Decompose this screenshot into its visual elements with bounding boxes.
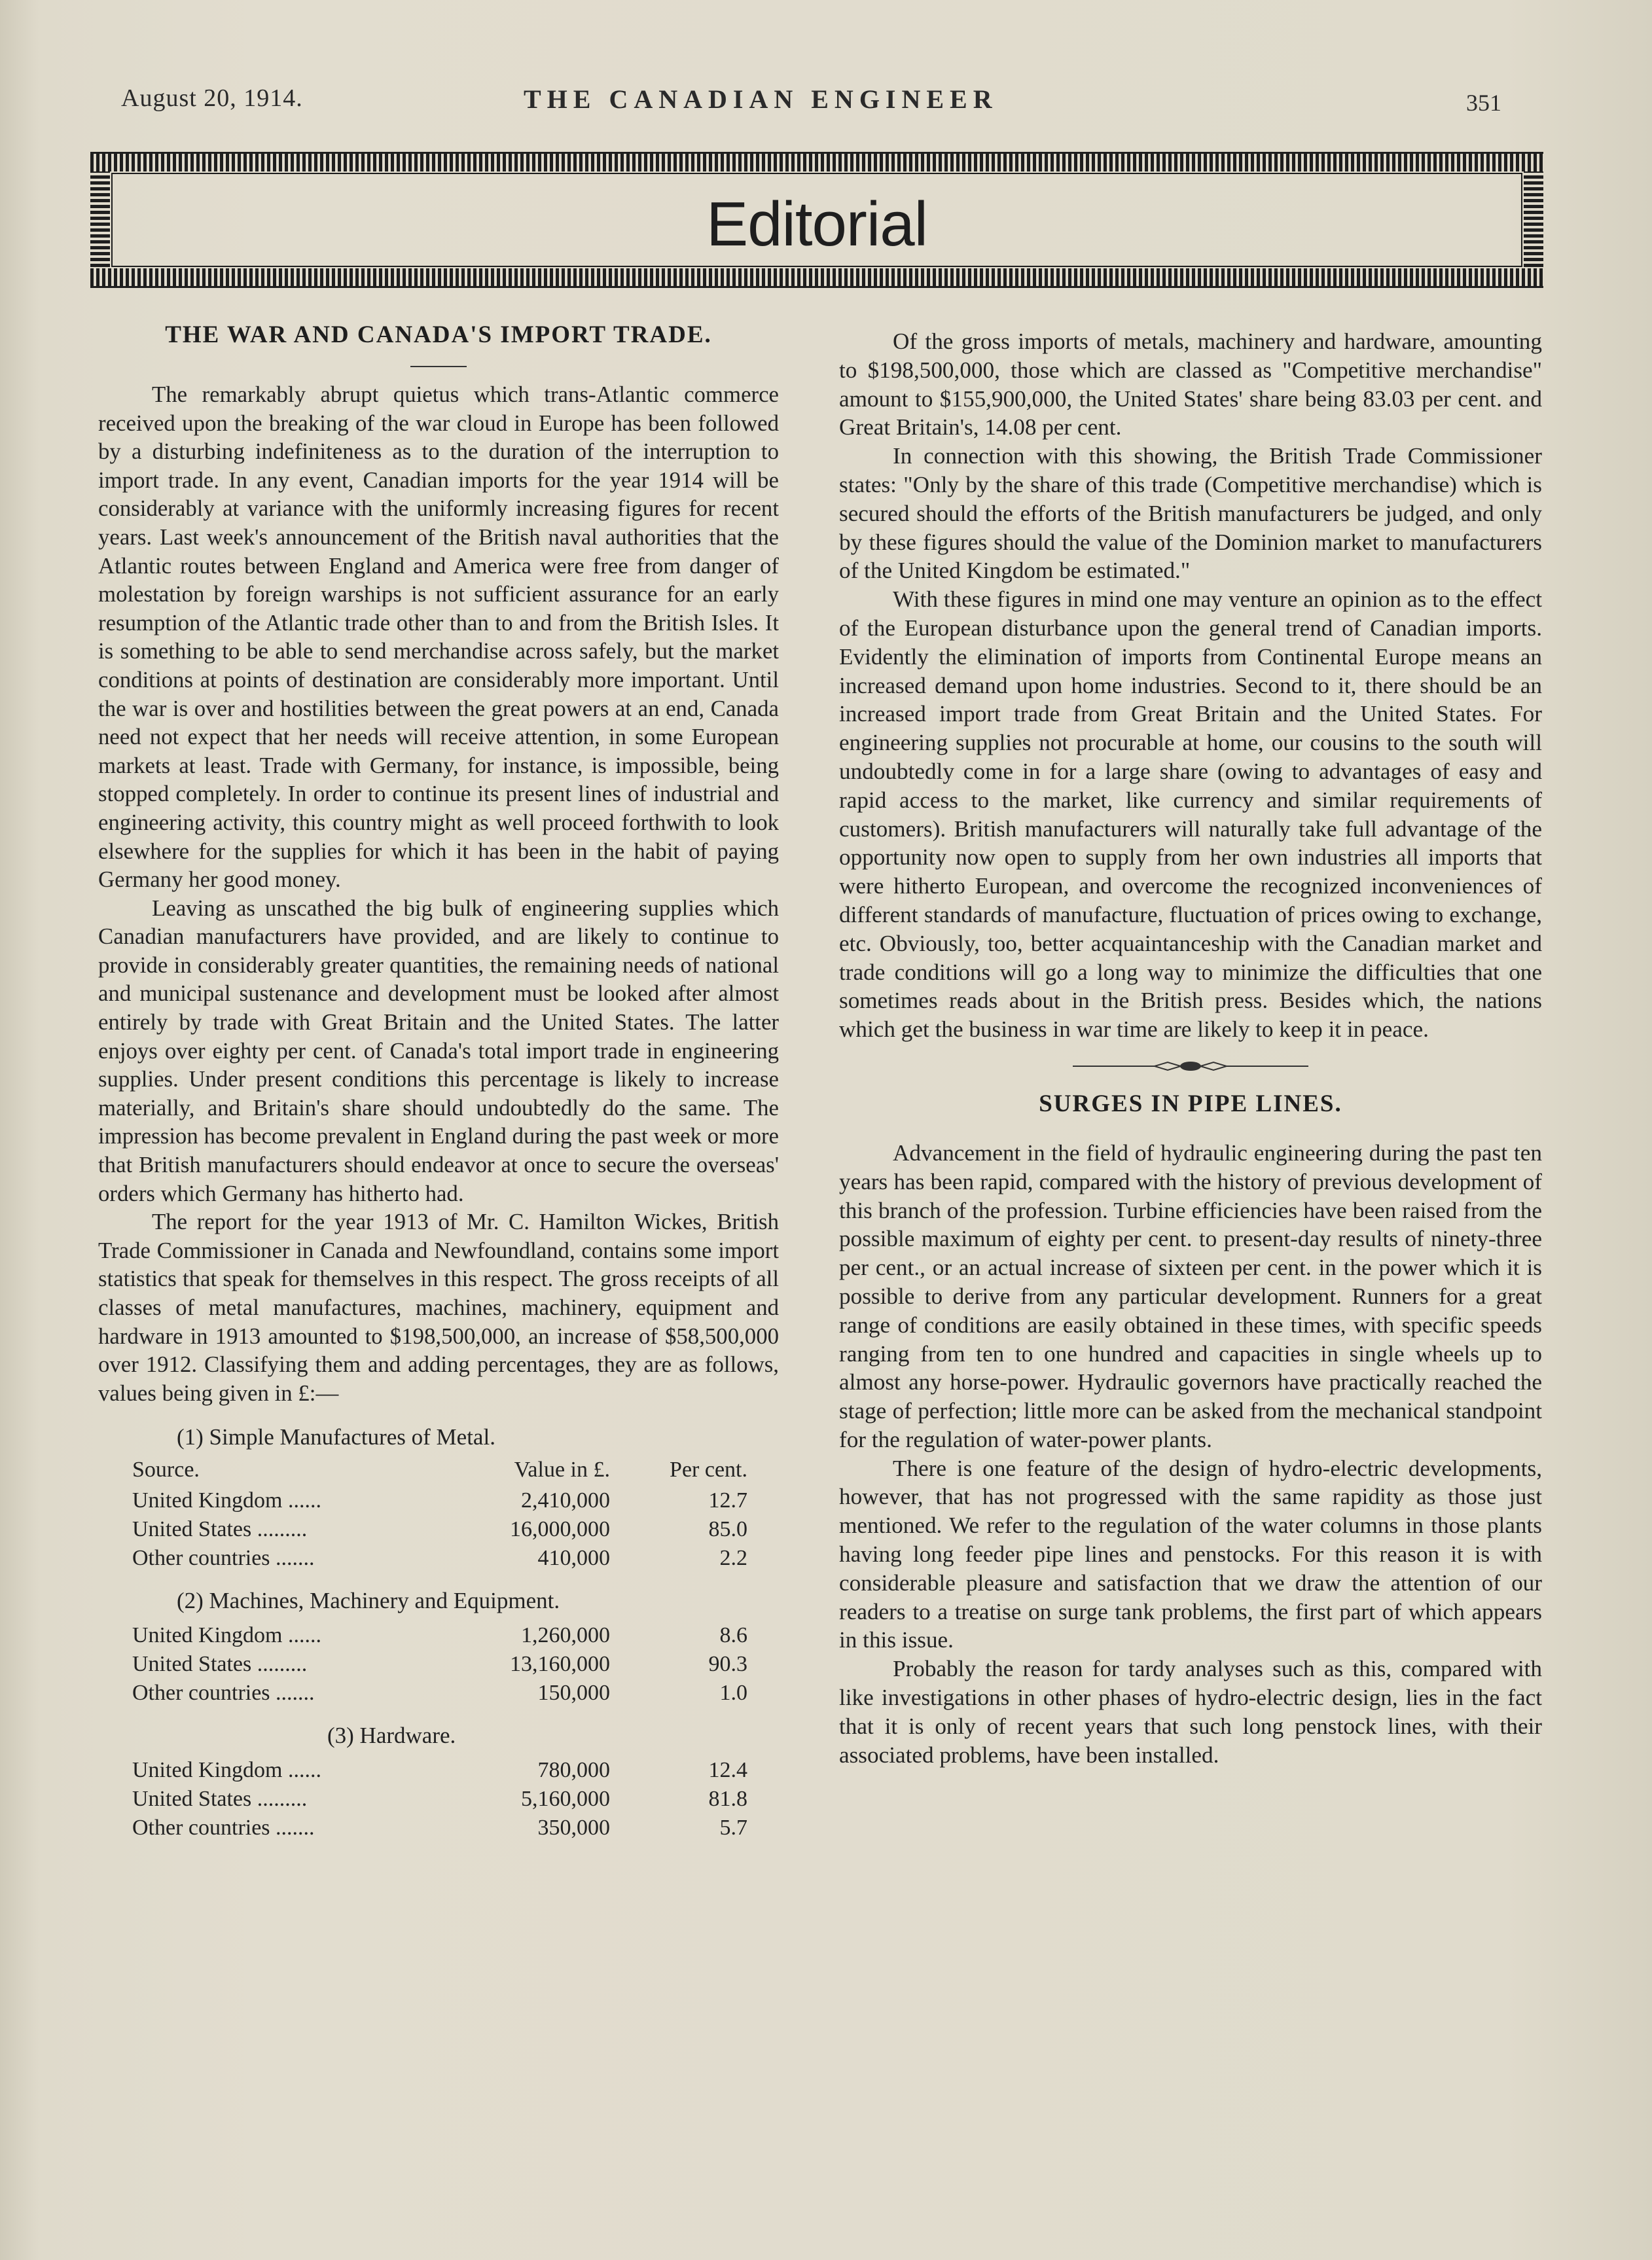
page-number: 351 — [1466, 90, 1501, 116]
header-percent: Per cent. — [670, 1458, 747, 1482]
percent-cell: 1.0 — [719, 1681, 747, 1706]
percent-cell: 12.4 — [708, 1758, 747, 1783]
journal-title: THE CANADIAN ENGINEER — [524, 84, 998, 114]
table-header-row — [132, 1456, 747, 1484]
table-row — [132, 1619, 747, 1648]
percent-cell: 5.7 — [719, 1816, 747, 1840]
editorial-banner — [90, 152, 1543, 288]
section-title: Editorial — [706, 189, 927, 259]
source-cell: United States ......... — [132, 1652, 308, 1677]
header-source: Source. — [132, 1458, 200, 1482]
percent-cell: 90.3 — [708, 1652, 747, 1677]
value-cell: 780,000 — [537, 1758, 610, 1783]
source-cell: United Kingdom ...... — [132, 1758, 321, 1783]
issue-date: August 20, 1914. — [121, 84, 303, 112]
source-cell: Other countries ....... — [132, 1816, 315, 1840]
paragraph: Probably the reason for tardy analyses such as this, compared with like investigations in other phases of hydro-electric design, lies in the fact that it is only of recent years that such long penstock lines, with their associated problems, have been installed. — [839, 1656, 1542, 1768]
value-cell: 150,000 — [537, 1681, 610, 1706]
import-table-metal — [132, 1456, 747, 1571]
table-title-metal: (1) Simple Manufactures of Metal. — [177, 1424, 495, 1450]
percent-cell: 81.8 — [708, 1787, 747, 1812]
running-head — [0, 77, 1652, 117]
table-row — [132, 1513, 747, 1542]
table-row — [132, 1783, 747, 1812]
import-table-hardware — [132, 1754, 747, 1840]
paragraph: Advancement in the field of hydraulic engineering during the past ten years has been rapid, compared with the history of previous development of this branch of the profession. Turbine efficiencies have been raised from the possible maximum of eighty per cent. to present-day results of ninety-three per cent., or an actual increase of sixteen per cent. in the power which it is possible to derive from any particular development. Runners for a great range of conditions are easily obtained in these times, with specific speeds ranging from ten to one hundred and capacities in single wheels up to almost any horse-power. Hydraulic governors have practically reached the stage of perfection; little more can be asked from the mechanical standpoint for the regulation of water-power plants. — [839, 1139, 1542, 1452]
source-cell: Other countries ....... — [132, 1546, 315, 1571]
source-cell: United States ......... — [132, 1517, 308, 1542]
import-table-machinery — [132, 1619, 747, 1706]
paragraph: With these figures in mind one may venture an opinion as to the effect of the European disturbance upon the general trend of Canadian imports. Evidently the elimination of imports from Continental Europe means an increased demand upon home industries. Second to it, there should be an increased import trade from Great Britain and the United States. For engineering supplies not procurable at home, our cousins to the south will undoubtedly come in for a large share (owing to advantages of easy and rapid access to the market, like currency and similar requirements of customers). British manufacturers will naturally take full advantage of the opportunity now open to supply from her own industries all imports that were hitherto European, and overcome the recognized inconveniences of different standards of manufacture, fluctuation of prices owing to exchange, etc. Obviously, too, better acquaintanceship with the Canadian market and trade conditions will go a long way to minimize the difficulties that one sometimes reads about in the British press. Besides which, the nations which get the business in war time are likely to keep it in peace. — [839, 586, 1542, 1043]
section-divider-ornament — [1073, 1060, 1308, 1073]
source-cell: United Kingdom ...... — [132, 1488, 321, 1513]
percent-cell: 12.7 — [708, 1488, 747, 1513]
article-title-surges-pipe-lines: SURGES IN PIPE LINES. — [1039, 1090, 1342, 1117]
table-row — [132, 1812, 747, 1840]
percent-cell: 2.2 — [719, 1546, 747, 1571]
source-cell: Other countries ....... — [132, 1681, 315, 1706]
paragraph: Of the gross imports of metals, machinery and hardware, amounting to $198,500,000, those which are classed as "Competitive merchandise" amount to $155,900,000, the United States' share being 83.03 per cent. and Great Britain's, 14.08 per cent. — [839, 329, 1542, 440]
value-cell: 1,260,000 — [521, 1623, 610, 1648]
paragraph: The report for the year 1913 of Mr. C. Hamilton Wickes, British Trade Commissioner in Canada and Newfoundland, contains some import statistics that speak for themselves in this respect. The gross receipts of all classes of metal manufactures, machines, machinery, equipment and hardware in 1913 amounted to $198,500,000, an increase of $58,500,000 over 1912. Classifying them and adding percentages, they are as follows, values being given in £:— — [98, 1209, 779, 1406]
paragraph: Leaving as unscathed the big bulk of engineering supplies which Canadian manufacturers have provided, and are likely to continue to provide in considerably greater quantities, the remaining needs of national and municipal sustenance and development must be looked after almost entirely by trade with Great Britain and the United States. The latter enjoys over eighty per cent. of Canada's total import trade in engineering supplies. Under present conditions this percentage is likely to increase materially, and Britain's share should undoubtedly do the same. The impression has become prevalent in England during the past week or more that British manufacturers should endeavor at once to secure the overseas' orders which Germany has hitherto had. — [98, 895, 779, 1206]
table-title-hardware: (3) Hardware. — [327, 1723, 456, 1749]
table-row — [132, 1542, 747, 1571]
title-rule — [410, 366, 467, 367]
value-cell: 5,160,000 — [521, 1787, 610, 1812]
value-cell: 410,000 — [537, 1546, 610, 1571]
table-title-machinery: (2) Machines, Machinery and Equipment. — [177, 1588, 560, 1614]
value-cell: 350,000 — [537, 1816, 610, 1840]
article-title-war-import-trade: THE WAR AND CANADA'S IMPORT TRADE. — [165, 321, 712, 348]
paragraph: In connection with this showing, the British Trade Commissioner states: "Only by the share of this trade (Competitive merchandise) which is secured should the efforts of the British manufacturers be judged, and only by these figures should the value of the Dominion market to manufacturers of the United Kingdom be estimated." — [839, 443, 1542, 584]
table-row — [132, 1754, 747, 1783]
percent-cell: 8.6 — [719, 1623, 747, 1648]
table-row — [132, 1484, 747, 1513]
right-column — [839, 327, 1542, 1769]
table-row — [132, 1677, 747, 1706]
value-cell: 16,000,000 — [510, 1517, 610, 1542]
value-cell: 2,410,000 — [521, 1488, 610, 1513]
left-column — [98, 321, 779, 1840]
table-row — [132, 1648, 747, 1677]
header-value: Value in £. — [514, 1458, 610, 1482]
value-cell: 13,160,000 — [510, 1652, 610, 1677]
paragraph: The remarkably abrupt quietus which trans-Atlantic commerce received upon the breaking of the war cloud in Europe has been followed by a disturbing indefiniteness as to the duration of the interruption to import trade. In any event, Canadian imports for the year 1914 will be considerably at variance with the uniformly increasing figures for recent years. Last week's announcement of the British naval authorities that the Atlantic routes between England and America were free from danger of molestation by foreign warships is not sufficient assurance for an early resumption of the Atlantic trade other than to and from the British Isles. It is something to be able to send merchandise across safely, but the market conditions at points of destination are considerably more important. Until the war is over and hostilities between the great powers at an end, Canada need not expect that her needs will receive attention, in some European markets at least. Trade with Germany, for instance, is impossible, being stopped completely. In order to continue its present lines of industrial and engineering activity, this country might as well proceed forthwith to look elsewhere for the supplies for which it has been in the habit of paying Germany her good money. — [98, 382, 779, 893]
source-cell: United Kingdom ...... — [132, 1623, 321, 1648]
percent-cell: 85.0 — [708, 1517, 747, 1542]
source-cell: United States ......... — [132, 1787, 308, 1812]
paragraph: There is one feature of the design of hydro-electric developments, however, that has not progressed with the same rapidity as those just mentioned. We refer to the regulation of the water columns in those plants having long feeder pipe lines and penstocks. For this reason it is with considerable pleasure and satisfaction that we draw the attention of our readers to a treatise on surge tank problems, the first part of which appears in this issue. — [839, 1455, 1542, 1653]
